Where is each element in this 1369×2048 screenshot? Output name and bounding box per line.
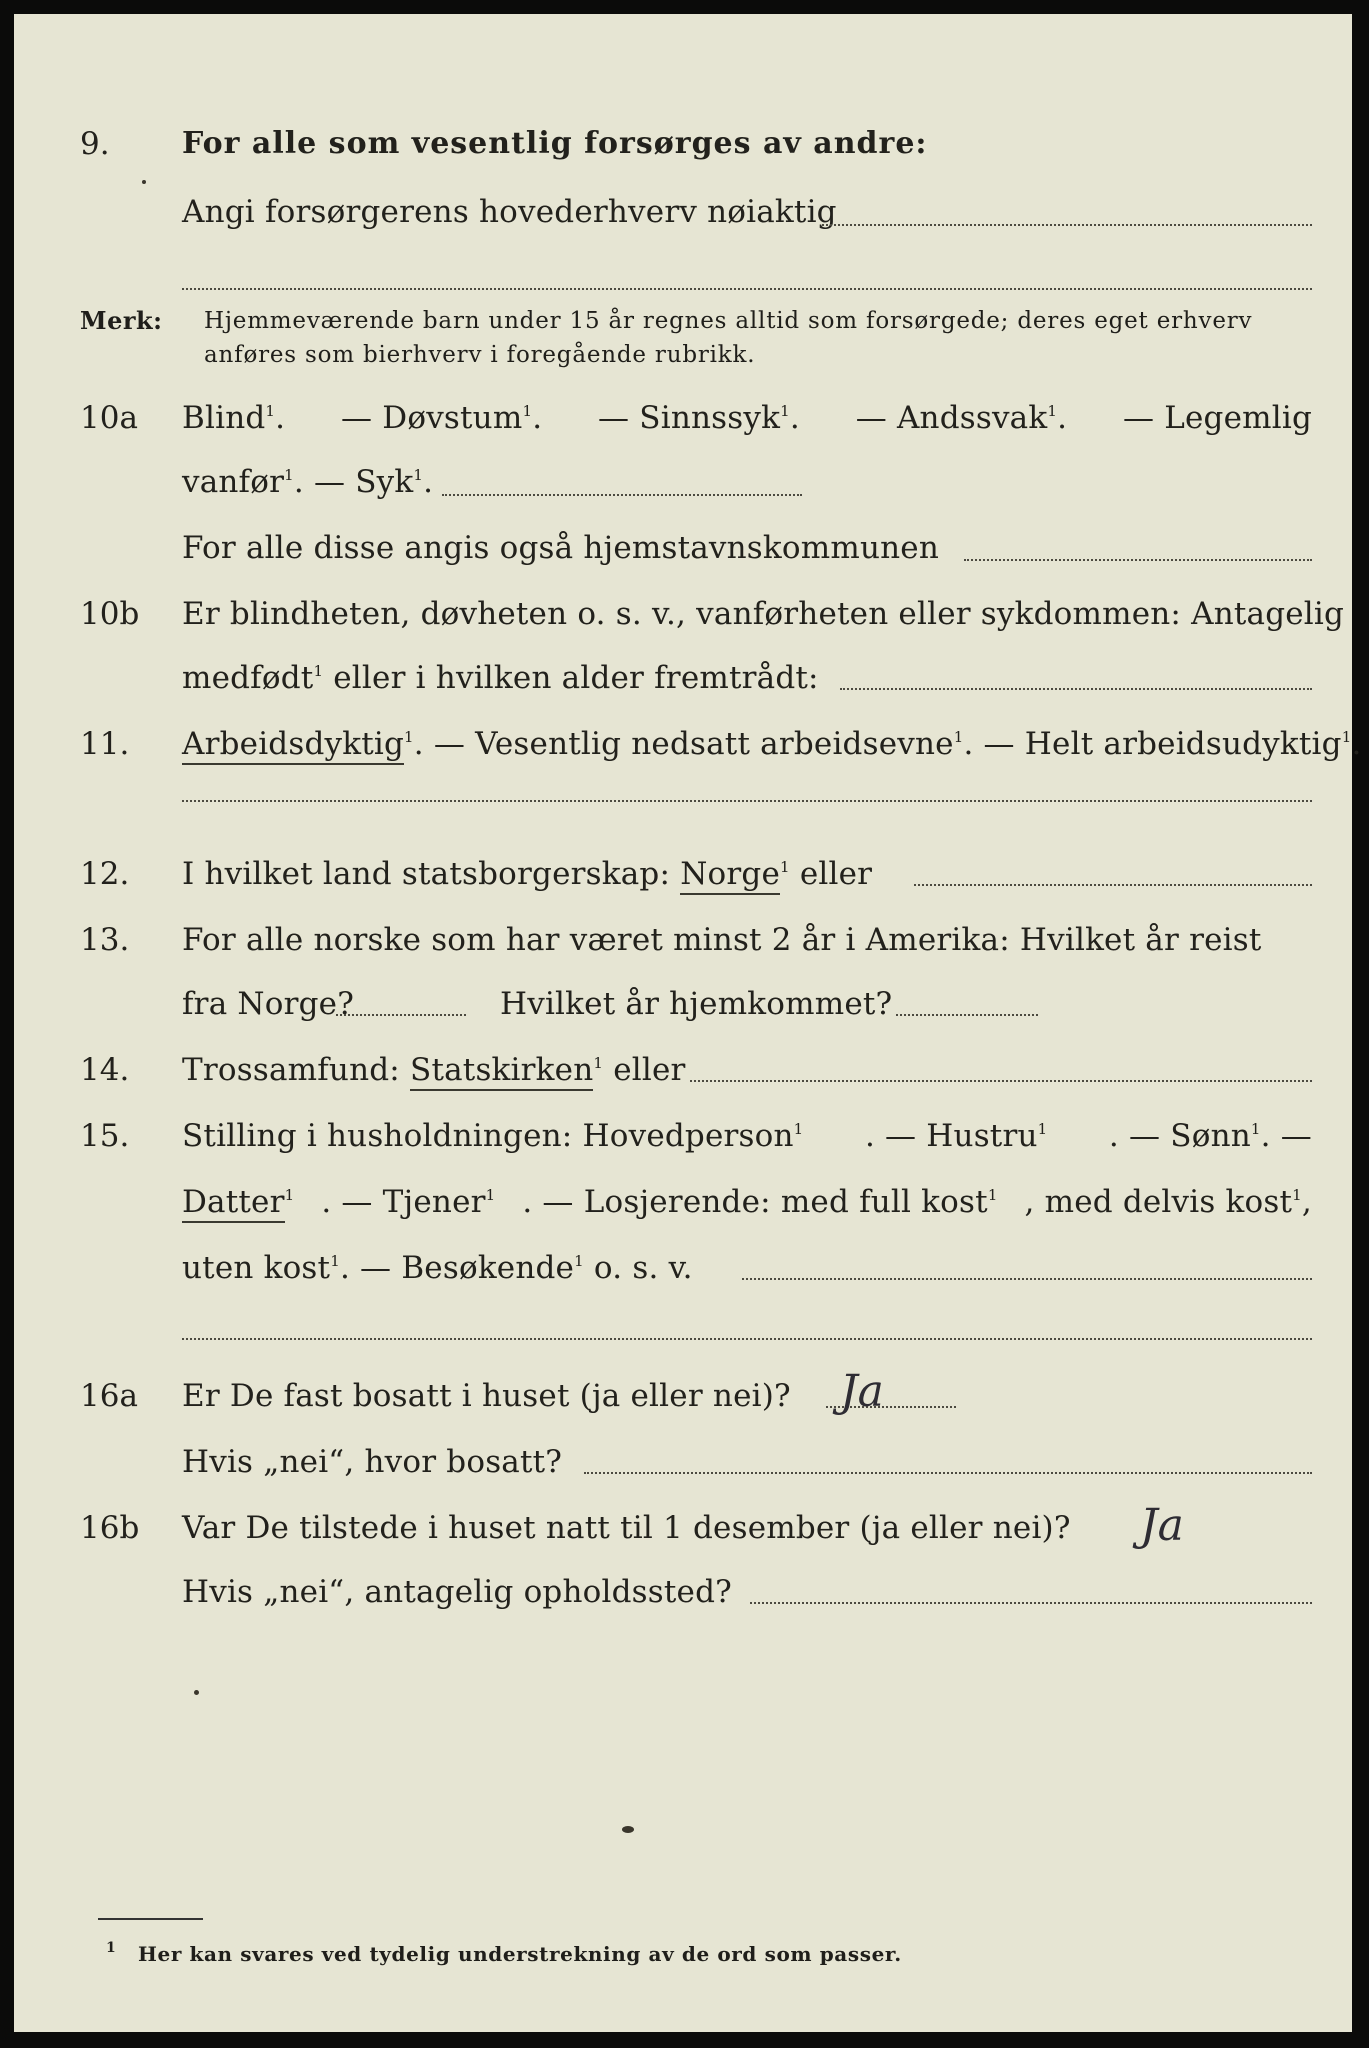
option-blind[interactable]: Blind bbox=[182, 400, 266, 436]
q16a-number: 16a bbox=[80, 1378, 138, 1414]
q15-line-1: Stilling i husholdningen: Hovedperson$^1$ . — Hustru$^1$ . — Sønn$^1$. — bbox=[182, 1118, 1312, 1154]
q13-hjemkommet-answer-line[interactable] bbox=[896, 1014, 1038, 1016]
q14-number: 14. bbox=[80, 1052, 130, 1088]
q15-number: 15. bbox=[80, 1118, 130, 1154]
paper-speck bbox=[142, 180, 146, 184]
q12-answer-line[interactable] bbox=[914, 884, 1312, 886]
q16a-followup-answer-line[interactable] bbox=[584, 1472, 1312, 1474]
q15-answer-line[interactable] bbox=[742, 1278, 1312, 1280]
option-syk[interactable]: — Syk bbox=[313, 464, 414, 500]
q10a-number: 10a bbox=[80, 400, 138, 436]
q10a-hjemstavn-answer-line[interactable] bbox=[964, 559, 1312, 561]
option-dovstum[interactable]: — Døvstum bbox=[341, 400, 523, 436]
paper-speck bbox=[622, 1826, 634, 1833]
footnote-mark: 1 bbox=[106, 1940, 117, 1956]
q10a-line-2: vanfør$^1$. — Syk$^1$. bbox=[182, 464, 434, 500]
q13-number: 13. bbox=[80, 922, 130, 958]
option-sinnssyk[interactable]: — Sinnssyk bbox=[598, 400, 781, 436]
q10a-syk-answer-line[interactable] bbox=[442, 494, 802, 496]
q9-answer-line[interactable] bbox=[822, 224, 1312, 226]
q10b-line-1: Er blindheten, døvheten o. s. v., vanførheten eller sykdommen: Antagelig bbox=[182, 596, 1345, 632]
option-medfodt[interactable]: medfødt bbox=[182, 660, 314, 696]
option-sonn[interactable]: . — Sønn bbox=[1108, 1118, 1251, 1154]
option-delvis-kost[interactable]: , med delvis kost bbox=[1024, 1184, 1293, 1220]
q10b-answer-line[interactable] bbox=[840, 688, 1312, 690]
q9-answer-line-2[interactable] bbox=[182, 288, 1312, 290]
option-arbeidsudyktig[interactable]: . — Helt arbeidsudyktig bbox=[963, 726, 1342, 762]
q15-line-3: uten kost$^1$. — Besøkende$^1$ o. s. v. bbox=[182, 1250, 693, 1286]
option-statskirken-underlined[interactable]: Statskirken bbox=[410, 1052, 593, 1091]
q10b-number: 10b bbox=[80, 596, 140, 632]
option-arbeidsdyktig-underlined[interactable]: Arbeidsdyktig bbox=[182, 726, 404, 765]
option-besokende[interactable]: . — Besøkende bbox=[339, 1250, 575, 1286]
form-page bbox=[14, 14, 1362, 2032]
q16b-handwritten-answer[interactable]: Ja bbox=[1140, 1500, 1184, 1551]
q13-reist-answer-line[interactable] bbox=[336, 1014, 466, 1016]
q16b-question: Var De tilstede i huset natt til 1 desember (ja eller nei)? bbox=[182, 1510, 1071, 1546]
q15-answer-line-2[interactable] bbox=[182, 1338, 1312, 1340]
q16b-followup-answer-line[interactable] bbox=[750, 1602, 1312, 1604]
merk-line-1: Hjemmeværende barn under 15 år regnes alltid som forsørgede; deres eget erhverv bbox=[204, 308, 1253, 334]
q13-line-2a: fra Norge? bbox=[182, 986, 355, 1022]
option-vanfor[interactable]: vanfør bbox=[182, 464, 285, 500]
q11-answer-line[interactable] bbox=[182, 800, 1312, 802]
q10b-line-2: medfødt$^1$ eller i hvilken alder fremtrådt: bbox=[182, 660, 819, 696]
footnote bbox=[106, 1940, 902, 1966]
paper-speck bbox=[194, 1690, 199, 1695]
q11-number: 11. bbox=[80, 726, 130, 762]
option-andssvak[interactable]: — Andssvak bbox=[855, 400, 1048, 436]
option-full-kost[interactable]: . — Losjerende: med full kost bbox=[522, 1184, 988, 1220]
option-datter-underlined[interactable]: Datter bbox=[182, 1184, 285, 1223]
q12-number: 12. bbox=[80, 856, 130, 892]
q16b-followup: Hvis „nei“, antagelig opholdssted? bbox=[182, 1574, 732, 1610]
footnote-rule bbox=[98, 1918, 203, 1920]
q13-line-1: For alle norske som har været minst 2 år i Amerika: Hvilket år reist bbox=[182, 922, 1262, 958]
q9-number: 9. bbox=[80, 126, 110, 162]
footnote-text: Her kan svares ved tydelig understrekning av de ord som passer. bbox=[138, 1942, 902, 1966]
q13-line-2b: Hvilket år hjemkommet? bbox=[500, 986, 893, 1022]
q9-title: For alle som vesentlig forsørges av andre: bbox=[182, 126, 928, 161]
merk-line-2: anføres som bierhverv i foregående rubrikk. bbox=[204, 342, 756, 368]
q9-question: Angi forsørgerens hovederhverv nøiaktig bbox=[182, 194, 837, 230]
option-norge-underlined[interactable]: Norge bbox=[680, 856, 780, 895]
option-hustru[interactable]: . — Hustru bbox=[864, 1118, 1038, 1154]
option-nedsatt-arbeidsevne[interactable]: . — Vesentlig nedsatt arbeidsevne bbox=[413, 726, 954, 762]
q16b-number: 16b bbox=[80, 1510, 140, 1546]
option-uten-kost[interactable]: uten kost bbox=[182, 1250, 331, 1286]
q10a-line-3: For alle disse angis også hjemstavnskommunen bbox=[182, 530, 939, 566]
option-legemlig[interactable]: — Legemlig bbox=[1122, 400, 1312, 436]
option-tjener[interactable]: . — Tjener bbox=[321, 1184, 486, 1220]
q14-line: Trossamfund: Statskirken$^1$ eller bbox=[182, 1052, 686, 1088]
q14-answer-line[interactable] bbox=[690, 1080, 1312, 1082]
q15-line-2: Datter$^1$ . — Tjener$^1$ . — Losjerende: med full kost$^1$ , med delvis kost$^1$, bbox=[182, 1184, 1312, 1220]
option-hovedperson[interactable]: Stilling i husholdningen: Hovedperson bbox=[182, 1118, 794, 1154]
merk-label: Merk: bbox=[80, 306, 163, 335]
q16a-followup: Hvis „nei“, hvor bosatt? bbox=[182, 1444, 563, 1480]
q16a-handwritten-answer[interactable]: Ja bbox=[840, 1366, 884, 1417]
q10a-line-1: Blind$^1$. — Døvstum$^1$. — Sinnssyk$^1$. — Andssvak$^1$. — Legemlig bbox=[182, 400, 1312, 436]
q16a-question: Er De fast bosatt i huset (ja eller nei)? bbox=[182, 1378, 791, 1414]
q12-line: I hvilket land statsborgerskap: Norge$^1$ eller bbox=[182, 856, 872, 892]
q11-line: Arbeidsdyktig$^1$. — Vesentlig nedsatt arbeidsevne$^1$. — Helt arbeidsudyktig$^1$. bbox=[182, 726, 1362, 762]
